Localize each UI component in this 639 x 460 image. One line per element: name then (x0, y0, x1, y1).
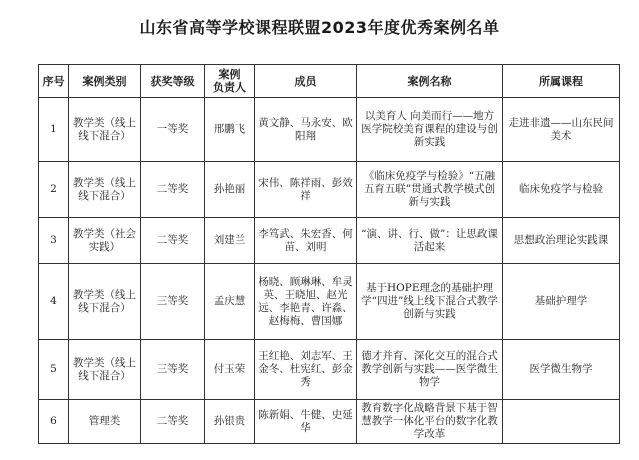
cell-members: 黄文静、马永安、欧阳翔 (255, 98, 357, 162)
cell-leader: 孙艳丽 (205, 162, 255, 218)
cell-leader: 孙银贵 (205, 400, 255, 444)
cell-leader: 邢鹏飞 (205, 98, 255, 162)
cell-course: 临床免疫学与检验 (503, 162, 620, 218)
cell-case-name: “演、讲、行、做”：让思政课活起来 (357, 218, 503, 264)
cell-no: 4 (39, 264, 69, 340)
cell-category: 管理类 (69, 400, 141, 444)
cell-no: 3 (39, 218, 69, 264)
cell-no: 6 (39, 400, 69, 444)
cell-category: 教学类（社会实践） (69, 218, 141, 264)
header-no: 序号 (39, 65, 69, 98)
header-level: 获奖等级 (141, 65, 205, 98)
cell-category: 教学类（线上线下混合） (69, 162, 141, 218)
cell-no: 1 (39, 98, 69, 162)
cell-level: 二等奖 (141, 162, 205, 218)
cell-no: 5 (39, 340, 69, 400)
table-row (39, 340, 620, 400)
cell-level: 三等奖 (141, 340, 205, 400)
cell-course: 基础护理学 (503, 264, 620, 340)
cell-course (503, 400, 620, 444)
award-table (38, 64, 620, 444)
cell-leader: 刘建兰 (205, 218, 255, 264)
cell-case-name: 《临床免疫学与检验》“五融五育五联”贯通式教学模式创新与实践 (357, 162, 503, 218)
cell-course: 医学微生物学 (503, 340, 620, 400)
cell-members: 杨晓、顾琳琳、牟灵英、王晓旭、赵光远、李艳青、许淼、赵梅梅、曹国娜 (255, 264, 357, 340)
cell-case-name: 以美育人 向美而行——地方医学院校美育课程的建设与创新实践 (357, 98, 503, 162)
table-row (39, 264, 620, 340)
table-row (39, 400, 620, 444)
cell-leader: 付玉荣 (205, 340, 255, 400)
header-course: 所属课程 (503, 65, 620, 98)
table-header-row (39, 65, 620, 98)
header-case-name: 案例名称 (357, 65, 503, 98)
cell-category: 教学类（线上线下混合） (69, 98, 141, 162)
header-category: 案例类别 (69, 65, 141, 98)
cell-case-name: 教育数字化战略背景下基于智慧教学一体化平台的数字化教学改革 (357, 400, 503, 444)
header-members: 成员 (255, 65, 357, 98)
cell-level: 二等奖 (141, 218, 205, 264)
table-row (39, 98, 620, 162)
cell-category: 教学类（线上线下混合） (69, 340, 141, 400)
cell-level: 二等奖 (141, 400, 205, 444)
document-title: 山东省高等学校课程联盟2023年度优秀案例名单 (139, 18, 500, 37)
table-row (39, 218, 620, 264)
cell-level: 一等奖 (141, 98, 205, 162)
cell-members: 王红艳、刘志军、王金冬、杜宪红、彭金秀 (255, 340, 357, 400)
cell-level: 三等奖 (141, 264, 205, 340)
cell-leader: 孟庆慧 (205, 264, 255, 340)
cell-category: 教学类（线上线下混合） (69, 264, 141, 340)
cell-members: 宋伟、陈祥雨、彭效祥 (255, 162, 357, 218)
cell-members: 李笃武、朱宏香、何苗、刘明 (255, 218, 357, 264)
cell-case-name: 德才并育、深化交互的混合式教学创新与实践——医学微生物学 (357, 340, 503, 400)
cell-case-name: 基于HOPE理念的基础护理学“四进”线上线下混合式教学创新与实践 (357, 264, 503, 340)
cell-no: 2 (39, 162, 69, 218)
cell-course: 思想政治理论实践课 (503, 218, 620, 264)
table-row (39, 162, 620, 218)
header-leader: 案例 负责人 (205, 65, 255, 98)
cell-course: 走进非遗——山东民间美术 (503, 98, 620, 162)
cell-members: 陈新娟、牛健、史延华 (255, 400, 357, 444)
